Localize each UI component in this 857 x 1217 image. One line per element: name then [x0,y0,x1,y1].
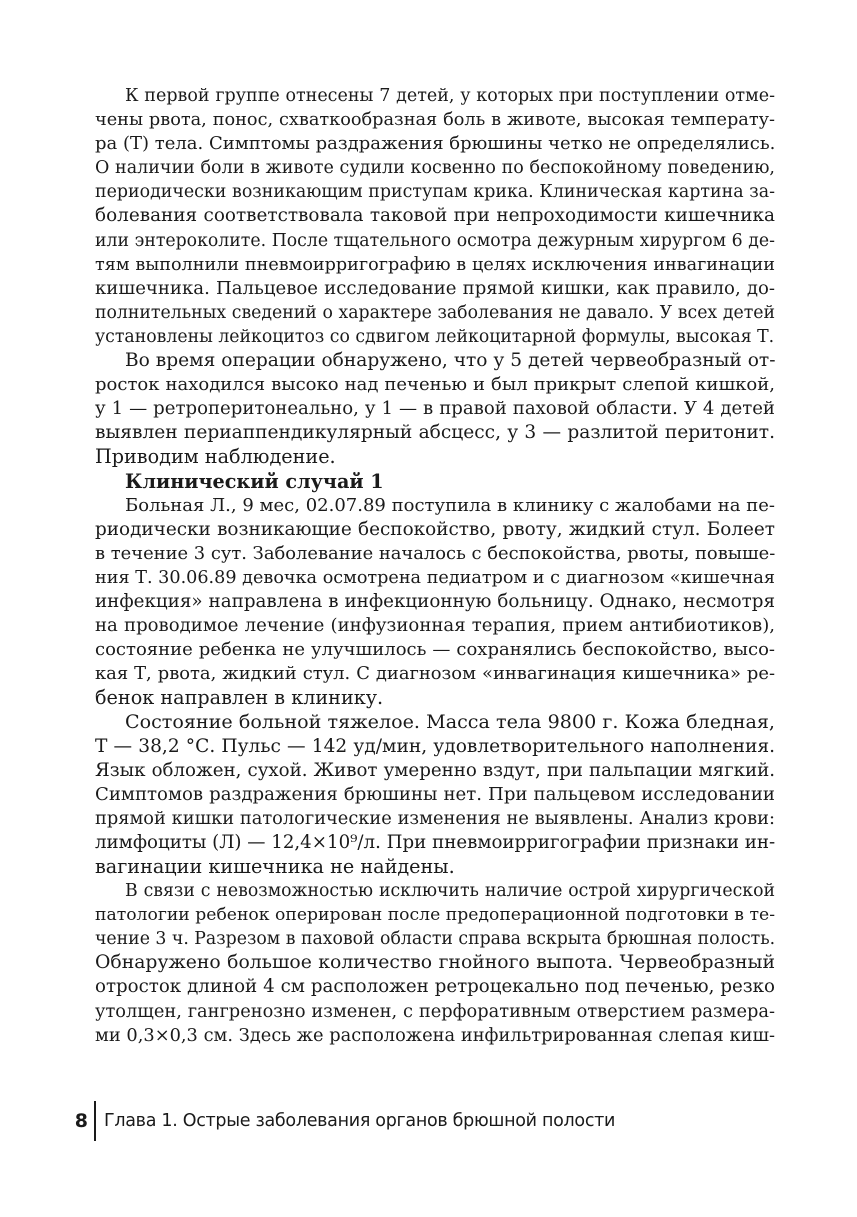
text-line: ми 0,3×0,3 см. Здесь же расположена инфильтрированная слепая киш- [95,1024,775,1046]
section-heading: Клинический случай 1 [125,469,384,493]
page-number: 8 [74,1110,88,1132]
text-line: ния Т. 30.06.89 девочка осмотрена педиатром и с диагнозом «кишечная [95,567,775,588]
text-line: Состояние больной тяжелое. Масса тела 9800 г. Кожа бледная, [125,710,775,734]
text-line: Больная Л., 9 мес, 02.07.89 поступила в клинику с жалобами на пе- [125,494,775,516]
text-line: Симптомов раздражения брюшины нет. При пальцевом исследовании [95,783,775,805]
text-line: состояние ребенка не улучшилось — сохранялись беспокойство, высо- [95,639,775,661]
text-line: чение 3 ч. Разрезом в паховой области справа вскрыта брюшная полость. [95,929,776,950]
text-line: тям выполнили пневмоирригографию в целях исключения инвагинации [95,254,775,275]
text-line: В связи с невозможностью исключить наличие острой хирургической [125,881,775,902]
text-line: полнительных сведений о характере заболевания не давало. У всех детей [95,302,775,323]
text-line: установлены лейкоцитоз со сдвигом лейкоцитарной формулы, высокая Т. [95,326,775,347]
text-line: кишечника. Пальцевое исследование прямой кишки, как правило, до- [95,277,775,299]
page-footer [68,1101,615,1141]
text-line: патологии ребенок оперирован после предоперационной подготовки в те- [95,905,775,926]
text-line: росток находился высоко над печенью и был прикрыт слепой кишкой, [95,374,775,396]
text-line: или энтероколите. После тщательного осмотра дежурным хирургом 6 де- [95,230,775,251]
text-line: периодически возникающим приступам крика. Клиническая картина за- [95,182,775,203]
text-line: прямой кишки патологические изменения не выявлены. Анализ крови: [95,807,775,829]
text-line: Обнаружено большое количество гнойного выпота. Червеобразный [95,952,775,974]
text-line: О наличии боли в животе судили косвенно по беспокойному поведению, [95,158,775,179]
text-line: кая Т, рвота, жидкий стул. С диагнозом «инвагинация кишечника» ре- [95,663,775,685]
text-line: Т — 38,2 °С. Пульс — 142 уд/мин, удовлетворительного наполнения. [95,735,775,757]
text-line: чены рвота, понос, схваткообразная боль в животе, высокая температу- [95,110,775,131]
running-title: Глава 1. Острые заболевания органов брюшной полости [104,1111,616,1131]
body-text [95,84,775,1048]
text-line: болевания соответствовала таковой при непроходимости кишечника [95,205,775,227]
text-line: Во время операции обнаружено, что у 5 детей червеобразный от- [125,350,776,372]
footer-divider [94,1101,96,1141]
text-line: ра (Т) тела. Симптомы раздражения брюшины четко не определялись. [95,133,776,155]
text-line: у 1 — ретроперитонеально, у 1 — в правой паховой области. У 4 детей [95,398,775,420]
text-line: Язык обложен, сухой. Живот умеренно вздут, при пальпации мягкий. [95,759,775,781]
text-line: утолщен, гангренозно изменен, с перфоративным отверстием размера- [95,1000,775,1022]
text-line: в течение 3 сут. Заболевание началось с беспокойства, рвоты, повыше- [95,542,776,564]
text-line: К первой группе отнесены 7 детей, у которых при поступлении отме- [125,86,775,106]
text-line: вагинации кишечника не найдены. [95,855,455,878]
text-line: выявлен периаппендикулярный абсцесс, у 3 — разлитой перитонит. [95,422,775,444]
text-line: инфекция» направлена в инфекционную больницу. Однако, несмотря [95,590,775,612]
text-line: Приводим наблюдение. [95,445,336,469]
text-line: бенок направлен в клинику. [95,686,384,710]
text-line: риодически возникающие беспокойство, рвоту, жидкий стул. Болеет [95,518,775,540]
text-line: на проводимое лечение (инфузионная терапия, прием антибиотиков), [95,615,775,637]
text-line: отросток длиной 4 см расположен ретроцекально под печенью, резко [95,976,775,998]
text-line: лимфоциты (Л) — 12,4×10⁹/л. При пневмоирригографии признаки ин- [95,831,776,853]
